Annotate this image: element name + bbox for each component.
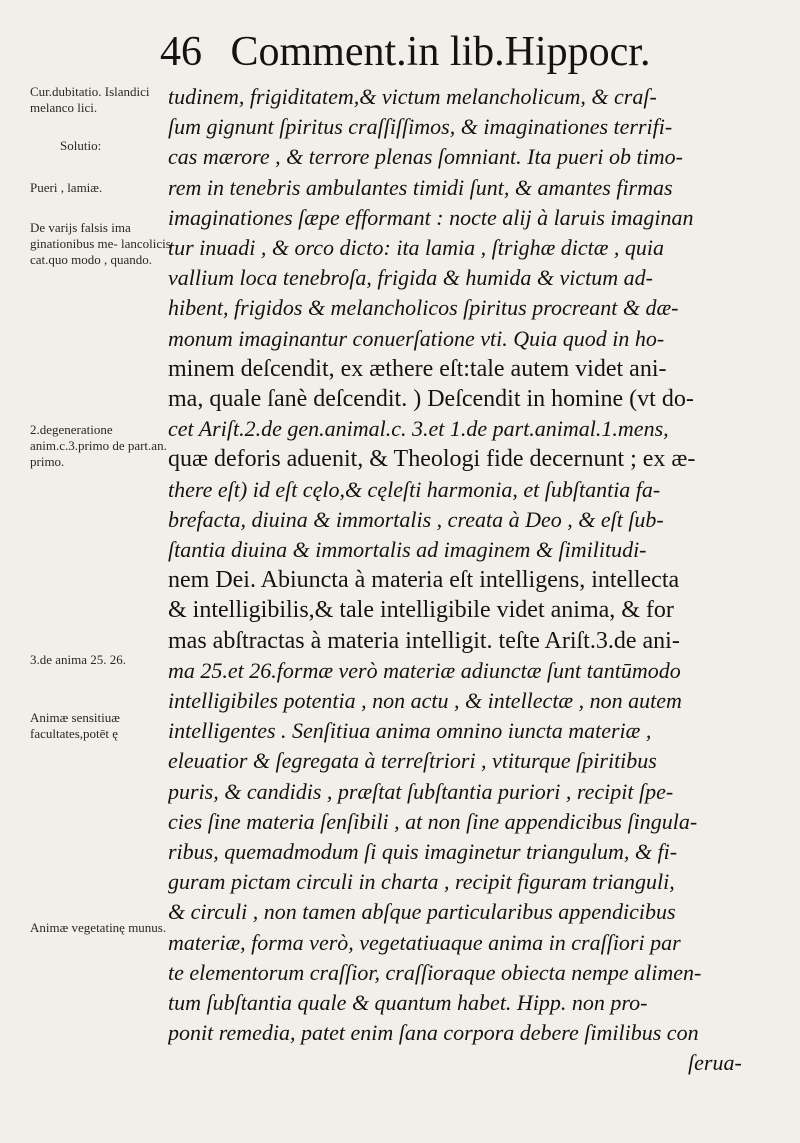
text-line: ribus, quemadmodum ſi quis imaginetur triangulum, & fi- bbox=[168, 839, 678, 864]
margin-note: Solutio: bbox=[60, 138, 102, 153]
text-line: tudinem, frigiditatem,& victum melancholicum, & craſ- bbox=[168, 84, 657, 109]
text-line: monum imaginantur conuerſatione vti. Quia quod in ho- bbox=[168, 325, 665, 351]
text-line: eleuatior & ſegregata à terreſtriori , vtiturque ſpiritibus bbox=[168, 748, 657, 774]
margin-note: Animæ vegetatinę munus. bbox=[30, 920, 167, 935]
text-line: materiæ, forma verò, vegetatiuaque anima in craſſiori par bbox=[168, 929, 681, 955]
text-line: brefacta, diuina & immortalis , creata à Deo , & eſt ſub- bbox=[168, 506, 664, 532]
margin-note: Animæ sensitiuæ facultates,potēt ę bbox=[30, 710, 120, 741]
text-line: ma 25.et 26.formæ verò materiæ adiunctæ ſunt tantūmodo bbox=[168, 657, 681, 683]
text-line: quæ deforis aduenit, & Theologi fide decernunt ; ex æ- bbox=[168, 446, 696, 473]
margin-note: Cur.dubitatio. Islandici melanco lici. bbox=[30, 84, 150, 115]
text-line: guram pictam circuli in charta , recipit figuram trianguli, bbox=[168, 869, 675, 895]
text-line: tum ſubſtantia quale & quantum habet. Hipp. non pro- bbox=[168, 990, 648, 1015]
text-line: & intelligibilis,& tale intelligibile videt anima, & for bbox=[168, 597, 674, 624]
margin-note: Pueri , lamiæ. bbox=[30, 180, 103, 195]
text-line: nem Dei. Abiuncta à materia eſt intelligens, intellecta bbox=[168, 567, 680, 594]
text-line: there eſt) id eſt cęlo,& cęleſti harmonia, et ſubſtantia fa- bbox=[168, 476, 661, 502]
running-title: Comment.in lib.Hippocr. bbox=[230, 29, 651, 75]
text-line: te elementorum craſſior, craſſioraque obiecta nempe alimen- bbox=[168, 959, 702, 985]
text-line: intelligibiles potentia , non actu , & intellectæ , non autem bbox=[168, 688, 682, 713]
text-line: ſum gignunt ſpiritus craſſiſſimos, & imaginationes terrifi- bbox=[168, 114, 673, 140]
text-line: mas abſtractas à materia intelligit. teſte Ariſt.3.de ani- bbox=[168, 627, 680, 654]
text-line: cas mærore , & terrore plenas ſomniant. Ita pueri ob timo- bbox=[168, 144, 683, 170]
text-line: tur inuadi , & orco dicto: ita lamia , ſtrighæ dictæ , quia bbox=[168, 235, 665, 260]
text-line: & circuli , non tamen abſque particularibus appendicibus bbox=[168, 899, 676, 925]
margin-notes bbox=[0, 0, 180, 1143]
text-line: puris, & candidis , præſtat ſubſtantia puriori , recipit ſpe- bbox=[168, 778, 674, 804]
text-line: rem in tenebris ambulantes timidi ſunt, & amantes firmas bbox=[168, 174, 673, 200]
page-header bbox=[160, 26, 780, 78]
text-line: intelligentes . Senſitiua anima omnino iuncta materiæ , bbox=[168, 718, 652, 744]
text-line: ponit remedia, patet enim ſana corpora debere ſimilibus con bbox=[168, 1020, 699, 1046]
catchword: ſerua- bbox=[688, 1050, 742, 1076]
margin-note: De varijs falsis ima ginationibus me- lancolicis cat.quo modo , quando. bbox=[30, 220, 171, 267]
text-line: cet Ariſt.2.de gen.animal.c. 3.et 1.de part.animal.1.mens, bbox=[168, 416, 669, 442]
text-line: hibent, frigidos & melancholicos ſpiritus procreant & dæ- bbox=[168, 295, 679, 321]
margin-note: 2.degeneratione anim.c.3.primo de part.an. primo. bbox=[30, 422, 167, 469]
text-line: minem deſcendit, ex æthere eſt:tale autem videt ani- bbox=[168, 355, 667, 382]
main-text bbox=[168, 80, 793, 1140]
text-line: cies ſine materia ſenſibili , at non ſine appendicibus ſingula- bbox=[168, 808, 698, 834]
text-line: imaginationes ſæpe efformant : nocte alij à laruis imaginan bbox=[168, 204, 694, 230]
text-line: vallium loca tenebroſa, frigida & humida & victum ad- bbox=[168, 265, 653, 291]
text-line: ſtantia diuina & immortalis ad imaginem & ſimilitudi- bbox=[168, 537, 647, 562]
margin-note: 3.de anima 25. 26. bbox=[30, 652, 127, 667]
text-line: ma, quale ſanè deſcendit. ) Deſcendit in homine (vt do- bbox=[168, 386, 694, 412]
page-number: 46 bbox=[160, 29, 202, 75]
